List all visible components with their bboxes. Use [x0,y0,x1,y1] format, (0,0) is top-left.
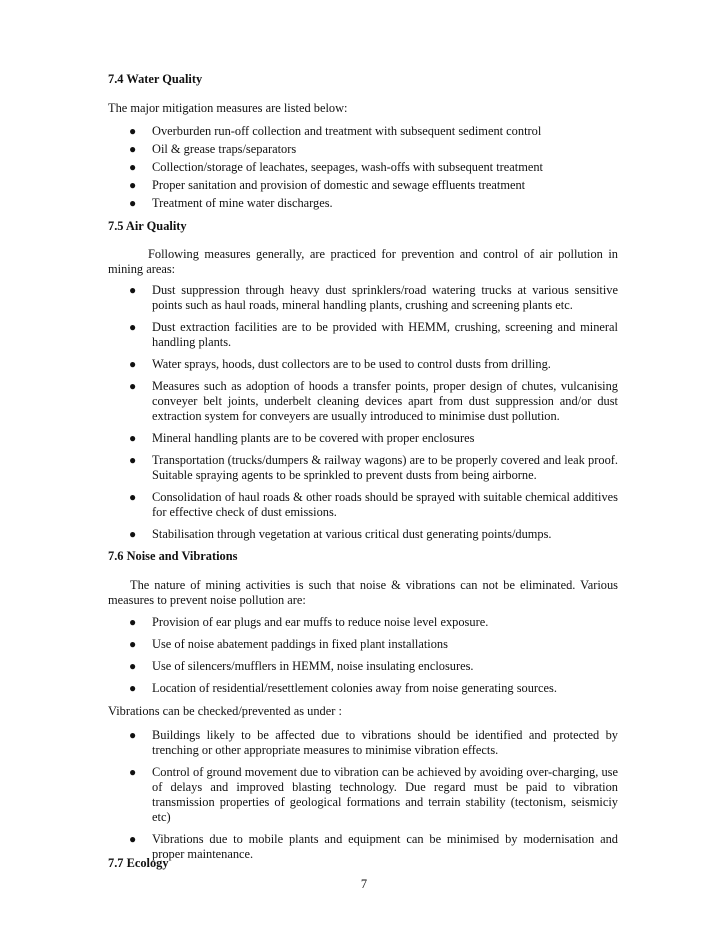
bullet-icon: ● [129,832,137,846]
list-item: ● Control of ground movement due to vibration can be achieved by avoiding over-charging, use of delays and improved blasting technology. Due regard must be paid to vibration transmission properties of geological formations and terrain stability (tectonism, seismiciy etc) [129,765,618,824]
list-item: ● Mineral handling plants are to be covered with proper enclosures [129,431,475,445]
noise-list [108,615,618,703]
list-item: ● Transportation (trucks/dumpers & railway wagons) are to be properly covered and leak proof. Suitable spraying agents to be sprinkled to prevent dusts from being airborne. [129,453,618,482]
list-item: ● Dust extraction facilities are to be provided with HEMM, crushing, screening and mineral handling plants. [129,320,618,349]
list-item: ● Buildings likely to be affected due to vibrations should be identified and protected by trenching or other appropriate measures to minimise vibration effects. [129,728,618,757]
water-quality-list [108,124,618,214]
bullet-icon: ● [129,490,137,504]
bullet-icon: ● [129,453,137,467]
bullet-icon: ● [129,637,137,651]
bullet-icon: ● [129,527,137,541]
heading-air-quality: 7.5 Air Quality [108,219,187,233]
bullet-icon: ● [129,142,137,156]
heading-water-quality: 7.4 Water Quality [108,72,203,86]
bullet-icon: ● [129,728,137,742]
air-quality-intro: Following measures generally, are practiced for prevention and control of air pollution in mining areas: [108,247,618,276]
list-item: ● Measures such as adoption of hoods a transfer points, proper design of chutes, vulcanising conveyer belt joints, underbelt cleaning devices apart from dust suppression and/or dust extraction system for conveyers are usually introduced to minimise dust pollution. [129,379,618,423]
list-item: ● Dust suppression through heavy dust sprinklers/road watering trucks at various sensitive points such as haul roads, mineral handling plants, crushing and screening plants etc. [129,283,618,312]
list-item: ● Use of silencers/mufflers in HEMM, noise insulating enclosures. [129,659,474,673]
list-item: ● Stabilisation through vegetation at various critical dust generating points/dumps. [129,527,552,541]
bullet-icon: ● [129,615,137,629]
list-item: ● Location of residential/resettlement colonies away from noise generating sources. [129,681,557,695]
page-number: 7 [360,877,368,891]
bullet-icon: ● [129,659,137,673]
bullet-icon: ● [129,160,137,174]
list-item: ● Vibrations due to mobile plants and equipment can be minimised by modernisation and proper maintenance. [129,832,618,861]
air-quality-list [108,283,618,549]
bullet-icon: ● [129,681,137,695]
list-item: ● Overburden run-off collection and treatment with subsequent sediment control [129,124,542,138]
noise-intro: The nature of mining activities is such that noise & vibrations can not be eliminated. Various measures to prevent noise pollution are: [108,578,618,607]
bullet-icon: ● [129,283,137,297]
list-item: ● Water sprays, hoods, dust collectors are to be used to control dusts from drilling. [129,357,551,371]
list-item: ● Oil & grease traps/separators [129,142,297,156]
list-item: ● Use of noise abatement paddings in fixed plant installations [129,637,448,651]
list-item: ● Consolidation of haul roads & other roads should be sprayed with suitable chemical additives for effective check of dust emissions. [129,490,618,519]
heading-ecology: 7.7 Ecology [108,856,169,870]
bullet-icon: ● [129,379,137,393]
bullet-icon: ● [129,431,137,445]
vibration-list [108,728,618,869]
water-quality-intro: The major mitigation measures are listed below: [108,101,348,115]
list-item: ● Treatment of mine water discharges. [129,196,333,210]
list-item: ● Proper sanitation and provision of domestic and sewage effluents treatment [129,178,526,192]
list-item: ● Provision of ear plugs and ear muffs to reduce noise level exposure. [129,615,489,629]
bullet-icon: ● [129,124,137,138]
vibration-intro: Vibrations can be checked/prevented as under : [108,704,342,718]
bullet-icon: ● [129,320,137,334]
bullet-icon: ● [129,765,137,779]
bullet-icon: ● [129,196,137,210]
heading-noise-vibrations: 7.6 Noise and Vibrations [108,549,238,563]
bullet-icon: ● [129,178,137,192]
bullet-icon: ● [129,357,137,371]
list-item: ● Collection/storage of leachates, seepages, wash-offs with subsequent treatment [129,160,543,174]
